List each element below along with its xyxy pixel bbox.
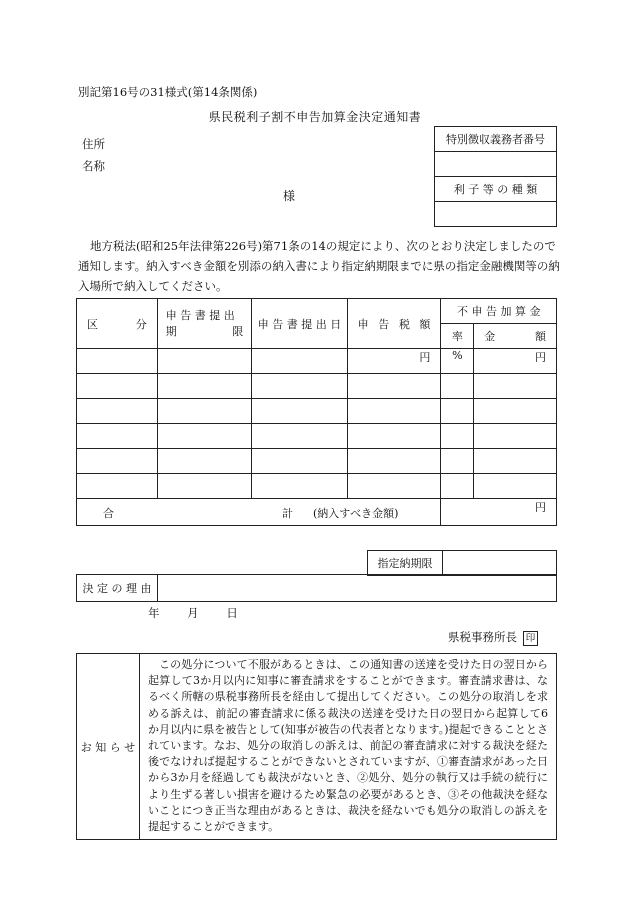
row-cell[interactable]: [441, 474, 474, 499]
row-cell[interactable]: [474, 374, 557, 399]
header-kubun-1: 区: [87, 317, 98, 331]
row-cell[interactable]: [252, 399, 347, 424]
header-amount-2: 額: [535, 330, 546, 343]
header-kubun-2: 分: [135, 317, 147, 331]
total-note: (納入すべき金額): [313, 507, 399, 520]
row-cell[interactable]: [77, 424, 158, 449]
header-tax-4: 額: [419, 317, 431, 331]
row-cell[interactable]: [474, 474, 557, 499]
row-cell[interactable]: [157, 349, 252, 374]
row-cell[interactable]: [252, 449, 347, 474]
total-amount[interactable]: 円: [441, 499, 557, 526]
header-tax-amount: [347, 299, 441, 349]
row-cell[interactable]: [77, 474, 158, 499]
row-cell[interactable]: [474, 449, 557, 474]
notice-table: [76, 653, 557, 840]
notification-text: [78, 236, 562, 296]
name-label: 名称: [82, 159, 105, 173]
issue-date: [148, 605, 262, 621]
notice-label: お 知 ら せ: [77, 654, 140, 840]
table-row: [77, 349, 557, 374]
total-label-2: 計: [282, 507, 293, 520]
header-filed-date: 申 告 書 提 出 日: [252, 299, 347, 349]
reason-field[interactable]: [158, 575, 557, 602]
row-cell[interactable]: [77, 449, 158, 474]
header-tax-1: 申: [357, 317, 369, 331]
row-cell[interactable]: [157, 399, 252, 424]
date-day: 日: [226, 606, 238, 620]
obligor-info-table: [434, 126, 557, 227]
due-date-field[interactable]: [443, 551, 557, 576]
row-cell[interactable]: [252, 424, 347, 449]
penalty-table: [76, 298, 557, 526]
header-rate: 率: [441, 324, 474, 349]
total-label: [77, 499, 441, 526]
total-row: [77, 499, 557, 526]
total-label-1: 合: [103, 507, 114, 520]
header-penalty-group: 不 申 告 加 算 金: [441, 299, 557, 324]
row-cell[interactable]: [252, 349, 347, 374]
row-cell[interactable]: [441, 399, 474, 424]
row-cell[interactable]: [441, 449, 474, 474]
amount-unit-yen: 円: [474, 349, 557, 374]
row-cell[interactable]: [347, 449, 441, 474]
header-filing-deadline: [157, 299, 252, 349]
row-cell[interactable]: [77, 349, 158, 374]
table-row: [77, 399, 557, 424]
row-cell[interactable]: [347, 374, 441, 399]
header-tax-2: 告: [378, 317, 390, 331]
table-row: [77, 374, 557, 399]
row-cell[interactable]: [252, 374, 347, 399]
row-cell[interactable]: [252, 474, 347, 499]
obligor-number-label: 特別徴収義務者番号: [435, 127, 557, 152]
seal-icon: 印: [523, 631, 538, 646]
row-cell[interactable]: [347, 474, 441, 499]
row-cell[interactable]: [441, 424, 474, 449]
header-kubun: [77, 299, 158, 349]
row-cell[interactable]: [347, 399, 441, 424]
rate-unit-percent: %: [441, 349, 474, 374]
issuer: [448, 629, 538, 646]
table-row: [77, 474, 557, 499]
header-kigen-2b: 限: [232, 324, 244, 338]
date-year: 年: [148, 606, 160, 620]
row-cell[interactable]: [77, 399, 158, 424]
notification-paragraph: 地方税法(昭和25年法律第226号)第71条の14の規定により、次のとおり決定しましたので通知します。納入すべき金額を別添の納入書により指定納期限までに県の指定金融機関等の納入場所で納入してください。: [78, 239, 560, 293]
reason-label: 決 定 の 理 由: [77, 575, 158, 602]
row-cell[interactable]: [157, 449, 252, 474]
interest-type-field[interactable]: [435, 202, 557, 227]
address-label: 住所: [82, 137, 105, 151]
due-date-table: [367, 550, 557, 576]
table-row: [77, 449, 557, 474]
header-kigen-2a: 期: [165, 324, 177, 338]
obligor-number-field[interactable]: [435, 152, 557, 177]
office-name: 県税事務所長: [448, 630, 517, 644]
date-month: 月: [187, 606, 199, 620]
document-title: 県民税利子割不申告加算金決定通知書: [208, 110, 422, 124]
honorific: 様: [283, 189, 296, 203]
table-row: [77, 424, 557, 449]
row-cell[interactable]: [157, 424, 252, 449]
header-amount-1: 金: [484, 330, 496, 343]
interest-type-label: 利 子 等 の 種 類: [435, 177, 557, 202]
due-date-label: 指定納期限: [368, 551, 443, 576]
reason-table: [76, 574, 557, 602]
notice-text: この処分について不服があるときは、この通知書の送達を受けた日の翌日から起算して3か月以内に知事に審査請求をすることができます。審査請求書は、なるべく所轄の県税事務所長を経由して提出してください。この処分の取消しを求める訴えは、前記の審査請求に係る裁決の送達を受けた日の翌日から起算して6か月以内に県を被告として(知事が被告の代表者となります。)提起できることとされています。なお、処分の取消しの訴えは、前記の審査請求に対する裁決を経た後でなければ提起することができないとされていますが、①審査請求があった日から3か月を経過しても裁決がないとき、②処分、処分の執行又は手続の続行により生ずる著しい損害を避けるため緊急の必要があるとき、③その他裁決を経ないことにつき正当な理由があるときは、裁決を経ないでも処分の取消しの訴えを提起することができます。: [140, 654, 557, 840]
row-cell[interactable]: [474, 399, 557, 424]
row-cell[interactable]: [157, 474, 252, 499]
tax-unit-yen: 円: [347, 349, 441, 374]
header-kigen-1: 申 告 書 提 出: [165, 308, 235, 322]
row-cell[interactable]: [347, 424, 441, 449]
form-reference: 別記第16号の31様式(第14条関係): [78, 85, 258, 99]
row-cell[interactable]: [474, 424, 557, 449]
header-amount: [474, 324, 557, 349]
header-tax-3: 税: [398, 317, 410, 331]
row-cell[interactable]: [157, 374, 252, 399]
row-cell[interactable]: [77, 374, 158, 399]
row-cell[interactable]: [441, 374, 474, 399]
